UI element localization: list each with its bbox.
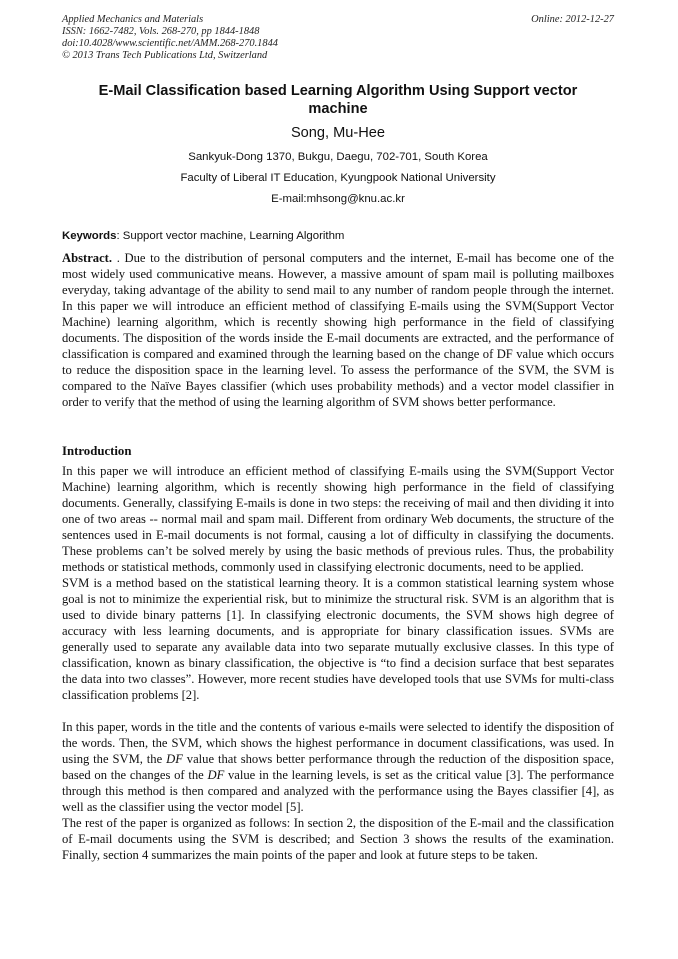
paper-title-line-2: machine: [308, 101, 368, 117]
intro-paragraph-4: The rest of the paper is organized as follows: In section 2, the disposition of the E-mail and the classification of E-mail documents using the SVM is described; and Section 3 shows the results of the examination. Finally, section 4 summarizes the main points of the paper and look at future steps to be taken.: [62, 816, 614, 862]
introduction-body: [62, 463, 614, 863]
intro-paragraph-1: In this paper we will introduce an efficient method of classifying E-mails using the SVM(Support Vector Machine) learning algorithm, which is recently showing high performance in the field of classifying documents. Generally, classifying E-mails is done in two steps: the receiving of mail and then dividing it into one of two areas -- normal mail and spam mail. Different from ordinary Web documents, the structure of the sentences used in E-mail documents is not formal, causing a lot of difficulty in classifying the documents. These problems can’t be solved merely by using the basic methods of previous rules. Thus, the probability methods or statistical methods, commonly used in classifying electronic documents, need to be applied.: [62, 464, 614, 574]
paper-title: [62, 82, 614, 118]
intro-p3-part-a: In this paper, words in the title and the contents of various e-mails were selected to identify the disposition of the words. Then, the SVM, which shows the highest performance in document classifications, was used. In using the SVM, the: [62, 720, 614, 766]
intro-paragraph-3: [62, 719, 614, 815]
copyright-line: © 2013 Trans Tech Publications Ltd, Switzerland: [62, 50, 268, 61]
abstract-label: Abstract.: [62, 251, 113, 265]
introduction-heading: Introduction: [62, 444, 132, 458]
issn-line: ISSN: 1662-7482, Vols. 268-270, pp 1844-1848: [62, 26, 260, 37]
journal-name: Applied Mechanics and Materials: [62, 14, 204, 25]
abstract-text: . Due to the distribution of personal computers and the internet, E-mail has become one of the most widely used communicative means. However, a massive amount of spam mail is polluting mailboxes everyday, taking advantage of the ability to send mail to any number of random people through the internet. In this paper we will introduce an efficient method of classifying E-mails using the SVM(Support Vector Machine) learning algorithm, which is recently showing high performance in the field of classifying documents. The disposition of the words inside the E-mail documents are extracted, and the performance of classification is compared and examined through the learning based on the change of DF value which occurs to reduce the disposition space in the learning level. To assess the performance of the SVM, the SVM is compared to the Naïve Bayes classifier (which uses probability methods) and a vector model classifier in order to verify that the method of using the learning algorithm of SVM shows better performance.: [62, 251, 614, 409]
author-address: Sankyuk-Dong 1370, Bukgu, Daegu, 702-701, South Korea: [188, 151, 488, 163]
author-email: E-mail:mhsong@knu.ac.kr: [271, 193, 405, 205]
df-term: DF: [166, 752, 183, 766]
author-name: Song, Mu-Hee: [290, 125, 386, 141]
journal-header: [62, 14, 614, 62]
intro-p3-part-c: value in the learning levels, is set as the critical value [3]. The performance through this method is then compared and analyzed with the performance using the Bayes classifier [4], as well as the classifier using the vector model [5].: [62, 768, 615, 814]
keywords-text: : Support vector machine, Learning Algorithm: [116, 230, 345, 242]
keywords-label: Keywords: [62, 230, 117, 242]
paper-title-line-1: E-Mail Classification based Learning Algorithm Using Support vector: [98, 83, 578, 99]
intro-paragraph-2: SVM is a method based on the statistical learning theory. It is a common statistical learning system whose goal is not to minimize the experiential risk, but to minimize the structural risk. SVM is an algorithm that is used to divide binary patterns [1]. In classifying electronic documents, the SVM shows high degree of accuracy with less learning documents, and is appropriate for binary classification issues. SVMs are generally used to separate any available data into two separate mutually exclusive classes. In this type of classification, known as binary classification, the objective is “to find a decision surface that best separates the data into two classes”. However, more recent studies have developed tools that use SVMs for multi-class classification problems [2].: [62, 576, 614, 702]
keywords: [62, 229, 614, 243]
author-affiliation: Faculty of Liberal IT Education, Kyungpook National University: [180, 172, 496, 184]
online-date: Online: 2012-12-27: [531, 14, 614, 25]
intro-p3-part-b: value that shows better performance through the reduction of the disposition space, based on the changes of the: [62, 752, 614, 782]
df-term: DF: [207, 768, 225, 782]
doi-line: doi:10.4028/www.scientific.net/AMM.268-270.1844: [62, 38, 278, 49]
abstract: [62, 250, 614, 410]
